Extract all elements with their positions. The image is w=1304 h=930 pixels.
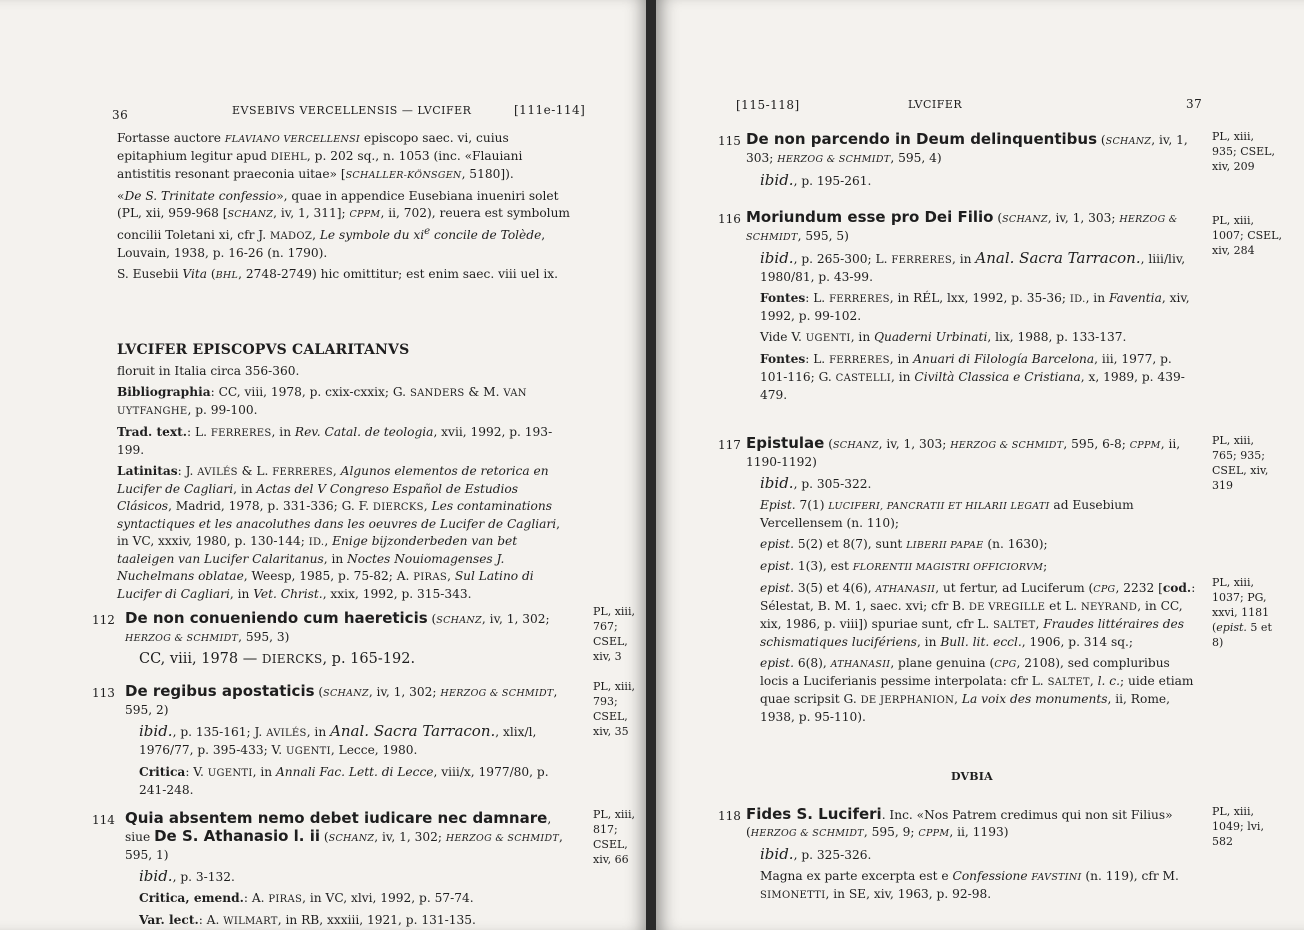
page-number-left: 36	[112, 108, 129, 122]
entry-detail: epist. 3(5) et 4(6), ATHANASII, ut fertur, ad Luciferum (CPG, 2232 [cod.: Sélestat, B. M. 1, saec. xvi; cfr B. DE VREGILLE et L. NEYRAND, in CC, xix, 1986, p. viii]) spuriae sunt, cfr L. SALTET, Fraudes littéraires des schismatiques lucifériens, in Bull. lit. eccl., 1906, p. 314 sq.;	[760, 581, 1196, 649]
right-entry-number: 116	[718, 212, 741, 226]
right-side-reference: PL, xiii, 1007; CSEL, xiv, 284	[1212, 214, 1282, 257]
section-paragraph: Trad. text.: L. FERRERES, in Rev. Catal. de teologia, xvii, 1992, p. 193-199.	[117, 425, 553, 457]
entry-detail: CC, viii, 1978 — DIERCKS, p. 165-192.	[139, 651, 416, 667]
intro-paragraph: S. Eusebii Vita (BHL, 2748-2749) hic omittitur; est enim saec. viii uel ix.	[117, 267, 559, 282]
entry-detail: Critica, emend.: A. PIRAS, in VC, xlvi, 1992, p. 57-74.	[139, 891, 474, 905]
right-entry-number: 118	[718, 809, 741, 823]
entry-title-line: De regibus apostaticis (SCHANZ, iv, 1, 302; HERZOG & SCHMIDT, 595, 2)	[125, 682, 558, 717]
left-side-reference: PL, xiii, 767; CSEL, xiv, 3	[593, 605, 635, 663]
entry-title-line: Quia absentem nemo debet iudicare nec damnare, siue De S. Athanasio l. ii (SCHANZ, iv, 1, 302; HERZOG & SCHMIDT, 595, 1)	[125, 809, 563, 862]
entry-range-right: [115-118]	[736, 98, 800, 112]
right-entry	[746, 806, 1201, 908]
left-side-reference: PL, xiii, 793; CSEL, xiv, 35	[593, 680, 635, 738]
right-side-reference: PL, xiii, 1049; lvi, 582	[1212, 805, 1264, 848]
section-intro	[117, 363, 572, 607]
entry-detail: ibid., p. 195-261.	[760, 171, 872, 189]
dubia-heading: DVBIA	[951, 770, 993, 783]
entry-detail: Fontes: L. FERRERES, in RÉL, lxx, 1992, p. 35-36; ID., in Faventia, xiv, 1992, p. 99-102.	[760, 291, 1190, 323]
right-side-reference: PL, xiii, 935; CSEL, xiv, 209	[1212, 130, 1275, 173]
left-entry-number: 113	[92, 686, 115, 700]
left-entry	[125, 810, 570, 930]
entry-title-line: Epistulae (SCHANZ, iv, 1, 303; HERZOG & SCHMIDT, 595, 6-8; CPPM, ii, 1190-1192)	[746, 434, 1181, 469]
right-entry	[746, 435, 1201, 730]
entry-detail: Var. lect.: A. WILMART, in RB, xxxiii, 1921, p. 131-135.	[139, 913, 476, 927]
intro-paragraph: «De S. Trinitate confessio», quae in appendice Eusebiana inueniri solet (PL, xii, 959-968 [SCHANZ, iv, 1, 311]; CPPM, ii, 702), reuera est symbolum concilii Toletani xi, cfr J. MADOZ, Le symbole du $xi^e$ concile de Tolède, Louvain, 1938, p. 16-26 (n. 1790).	[117, 189, 570, 261]
left-entry-number: 112	[92, 613, 115, 627]
right-entry-number: 115	[718, 134, 741, 148]
entry-detail: Epist. 7(1) LUCIFERI, PANCRATII ET HILARII LEGATI ad Eusebium Vercellensem (n. 110);	[760, 498, 1134, 530]
left-page	[0, 0, 648, 930]
left-entry-number: 114	[92, 813, 115, 827]
entry-detail: Magna ex parte excerpta est e Confessione FAVSTINI (n. 119), cfr M. SIMONETTI, in SE, xiv, 1963, p. 92-98.	[760, 869, 1179, 901]
entry-title-line: De non parcendo in Deum delinquentibus (SCHANZ, iv, 1, 303; HERZOG & SCHMIDT, 595, 4)	[746, 130, 1188, 165]
section-paragraph: Latinitas: J. AVILÉS & L. FERRERES, Algunos elementos de retorica en Lucifer de Cagliari, in Actas del V Congreso Español de Estudios Clásicos, Madrid, 1978, p. 331-336; G. F. DIERCKS, Les contaminations syntactiques et les anacoluthes dans les oeuvres de Lucifer de Cagliari, in VC, xxxiv, 1980, p. 130-144; ID., Enige bijzonderbeden van bet taaleigen van Lucifer Calaritanus, in Noctes Nouiomagenses J. Nuchelmans oblatae, Weesp, 1985, p. 75-82; A. PIRAS, Sul Latino di Lucifer di Cagliari, in Vet. Christ., xxix, 1992, p. 315-343.	[117, 464, 561, 601]
running-head-right: LVCIFER	[908, 98, 963, 111]
page-number-right: 37	[1186, 97, 1203, 111]
entry-detail: epist. 1(3), est FLORENTII MAGISTRI OFFICIORVM;	[760, 559, 1048, 573]
entry-detail: ibid., p. 135-161; J. AVILÉS, in Anal. Sacra Tarracon., xlix/l, 1976/77, p. 395-433; V. UGENTI, Lecce, 1980.	[139, 722, 537, 757]
intro-paragraph: Fortasse auctore FLAVIANO VERCELLENSI episcopo saec. vi, cuius epitaphium legitur apud DIEHL, p. 202 sq., n. 1053 (inc. «Flauiani antistitis resonant praeconia uitae» [SCHALLER-KÖNSGEN, 5180]).	[117, 131, 523, 181]
right-side-reference-2: PL, xiii, 1037; PG, xxvi, 1181 (epist. 5 et 8)	[1212, 576, 1272, 649]
section-heading: LVCIFER EPISCOPVS CALARITANVS	[117, 342, 410, 358]
entry-title-line: Moriundum esse pro Dei Filio (SCHANZ, iv, 1, 303; HERZOG & SCHMIDT, 595, 5)	[746, 208, 1178, 243]
right-entry-number: 117	[718, 438, 741, 452]
right-page	[656, 0, 1304, 930]
left-entry	[125, 610, 570, 672]
entry-detail: ibid., p. 305-322.	[760, 474, 872, 492]
section-paragraph: floruit in Italia circa 356-360.	[117, 364, 300, 378]
entry-title-line: Fides S. Luciferi. Inc. «Nos Patrem credimus qui non sit Filius» (HERZOG & SCHMIDT, 595, 9; CPPM, ii, 1193)	[746, 805, 1173, 839]
left-entry	[125, 683, 570, 803]
running-head-left: EVSEBIVS VERCELLENSIS — LVCIFER	[232, 104, 472, 117]
right-entry	[746, 209, 1201, 408]
entry-detail: epist. 5(2) et 8(7), sunt LIBERII PAPAE (n. 1630);	[760, 537, 1048, 551]
right-side-reference: PL, xiii, 765; 935; CSEL, xiv, 319	[1212, 434, 1269, 492]
entry-detail: ibid., p. 265-300; L. FERRERES, in Anal. Sacra Tarracon., liii/liv, 1980/81, p. 43-99.	[760, 249, 1186, 284]
left-side-reference: PL, xiii, 817; CSEL, xiv, 66	[593, 808, 635, 866]
entry-title-line: De non conueniendo cum haereticis (SCHANZ, iv, 1, 302; HERZOG & SCHMIDT, 595, 3)	[125, 609, 550, 644]
entry-detail: epist. 6(8), ATHANASII, plane genuina (CPG, 2108), sed compluribus locis a Luciferianis pessime interpolata: cfr L. SALTET, l. c.; uide etiam quae scripsit G. DE JERPHANION, La voix des monuments, ii, Rome, 1938, p. 95-110).	[760, 656, 1194, 724]
entry-detail: ibid., p. 3-132.	[139, 867, 235, 885]
section-paragraph: Bibliographia: CC, viii, 1978, p. cxix-cxxix; G. SANDERS & M. VAN UYTFANGHE, p. 99-100.	[117, 385, 527, 417]
right-entry	[746, 131, 1201, 194]
entry-detail: ibid., p. 325-326.	[760, 845, 872, 863]
entry-detail: Critica: V. UGENTI, in Annali Fac. Lett. di Lecce, viii/x, 1977/80, p. 241-248.	[139, 765, 549, 797]
entry-detail: Vide V. UGENTI, in Quaderni Urbinati, lix, 1988, p. 133-137.	[760, 330, 1127, 344]
entry-range-left: [111e-114]	[514, 103, 586, 117]
entry-detail: Fontes: L. FERRERES, in Anuari di Filología Barcelona, iii, 1977, p. 101-116; G. CASTELLI, in Civiltà Classica e Cristiana, x, 1989, p. 439-479.	[760, 352, 1185, 402]
left-intro	[117, 130, 572, 288]
